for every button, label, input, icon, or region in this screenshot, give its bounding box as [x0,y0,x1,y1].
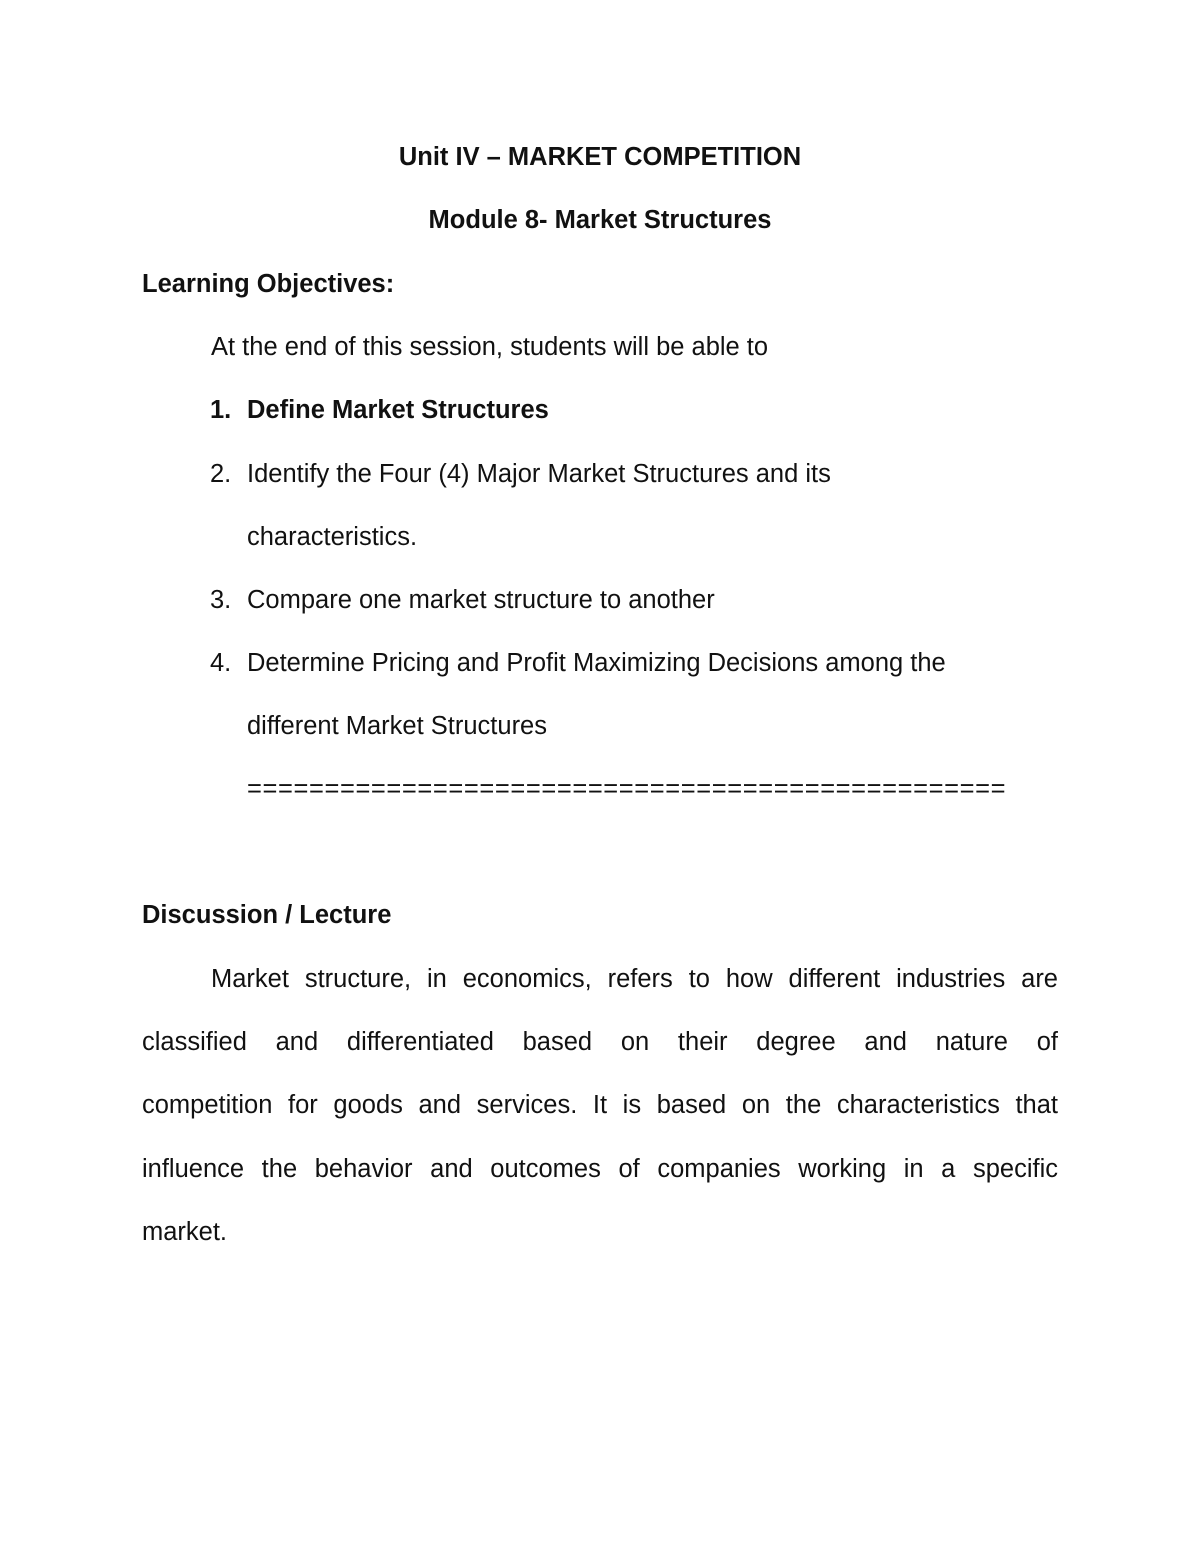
objective-text: Define Market Structures [247,396,549,424]
objective-text-continued: characteristics. [247,523,418,551]
objectives-heading: Learning Objectives: [142,270,395,298]
paragraph-line: competition for goods and services. It is based on the characteristics that [142,1091,1058,1119]
objective-number: 4. [210,649,232,677]
objective-text: Identify the Four (4) Major Market Structures and its [247,460,831,488]
objective-text: Determine Pricing and Profit Maximizing Decisions among the [247,649,946,677]
unit-title: Unit IV – MARKET COMPETITION [398,143,802,171]
objective-number: 1. [210,396,232,424]
objectives-intro: At the end of this session, students will be able to [211,333,769,361]
discussion-heading: Discussion / Lecture [142,901,392,929]
separator-line: ================================================= [247,775,1007,803]
objective-number: 2. [210,460,232,488]
objective-number: 3. [210,586,232,614]
objective-text-continued: different Market Structures [247,712,547,740]
paragraph-line: influence the behavior and outcomes of companies working in a specific [142,1155,1058,1183]
objective-text: Compare one market structure to another [247,586,715,614]
module-title: Module 8- Market Structures [428,206,772,234]
paragraph-line: market. [142,1218,228,1246]
paragraph-line: classified and differentiated based on their degree and nature of [142,1028,1058,1056]
paragraph-line: Market structure, in economics, refers to how different industries are [211,965,1058,993]
